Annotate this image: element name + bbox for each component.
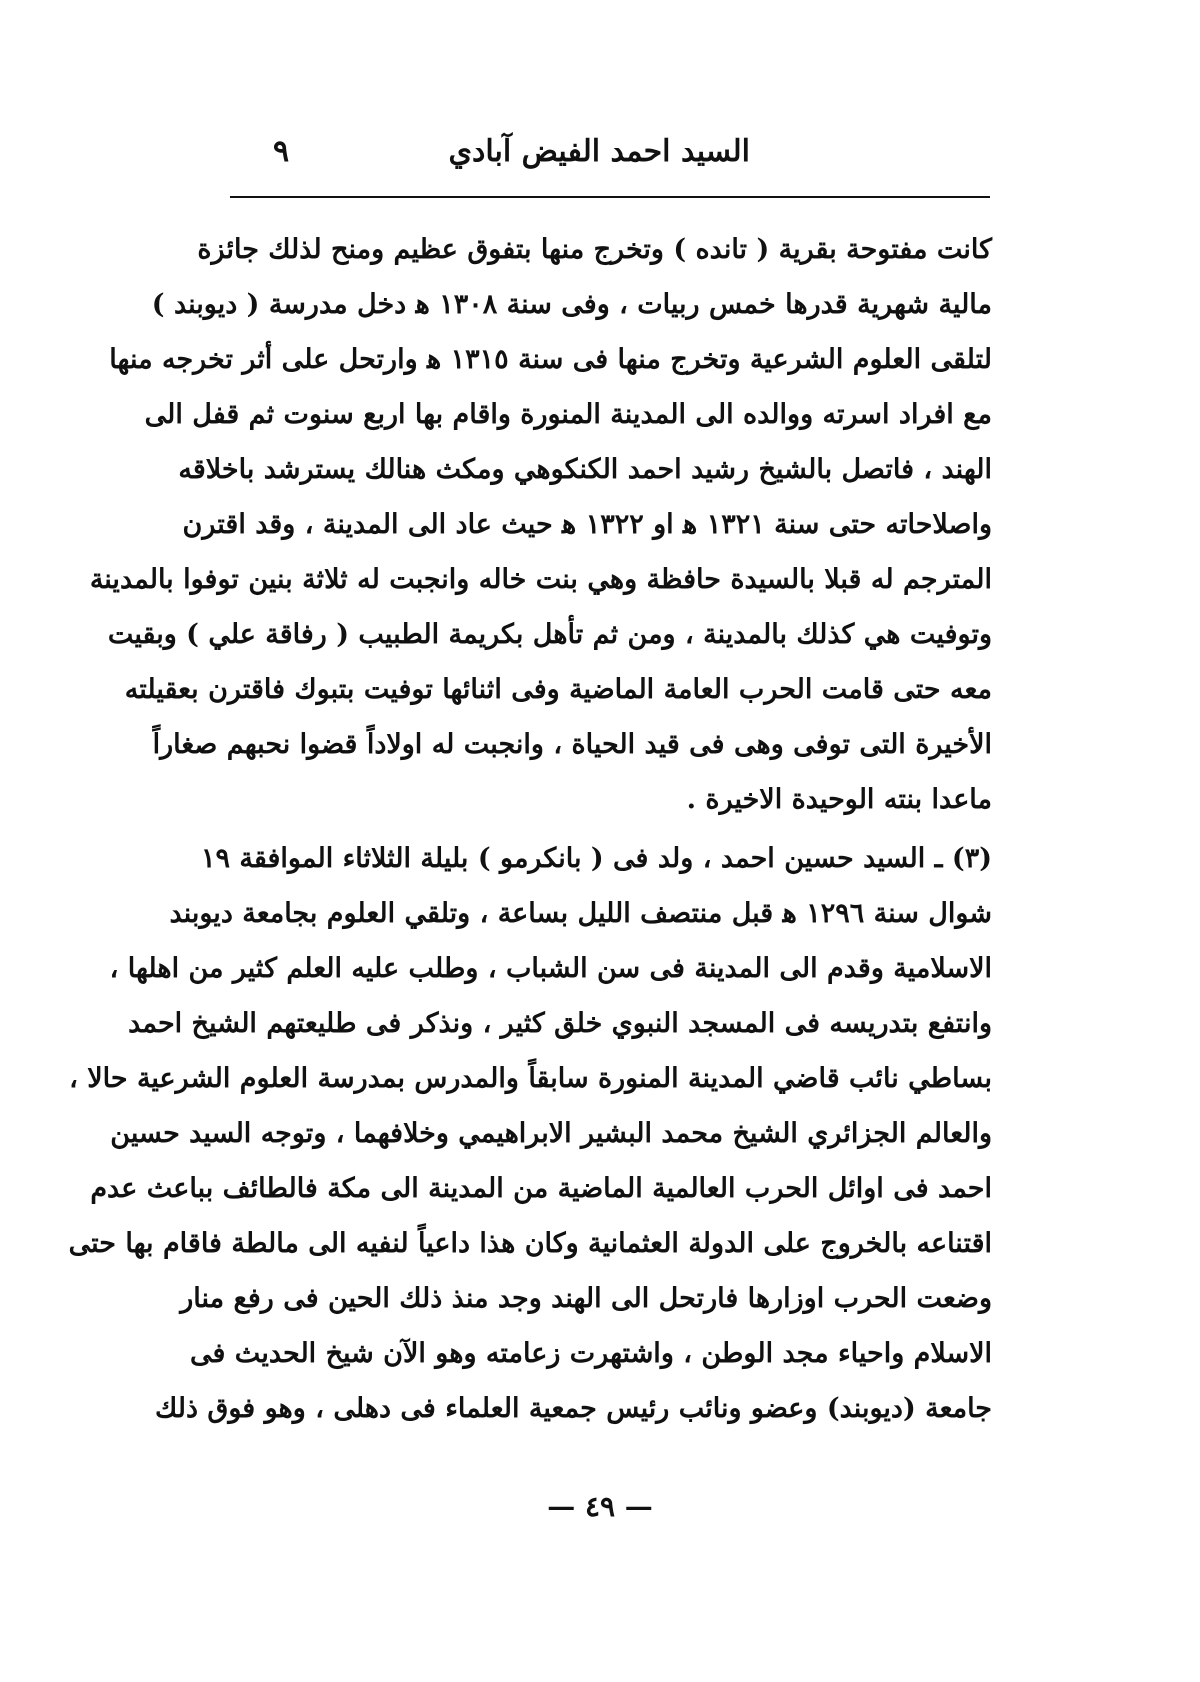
text-line: بساطي نائب قاضي المدينة المنورة سابقاً والمدرس بمدرسة العلوم الشرعية حالا ، <box>69 1063 992 1094</box>
header-page-number: ٩ <box>273 134 290 169</box>
body-text <box>68 222 992 1436</box>
page-header <box>225 128 995 188</box>
text-line: شوال سنة ١٢٩٦ ﻫ قبل منتصف الليل بساعة ، وتلقي العلوم بجامعة ديوبند <box>169 898 992 929</box>
text-line: جامعة (ديوبند) وعضو ونائب رئيس جمعية العلماء فى دهلى ، وهو فوق ذلك <box>154 1393 992 1424</box>
text-line: كانت مفتوحة بقرية ( تانده ) وتخرج منها بتفوق عظيم ومنح لذلك جائزة <box>197 234 992 265</box>
text-line: الأخيرة التى توفى وهى فى قيد الحياة ، وانجبت له اولاداً قضوا نحبهم صغاراً <box>152 729 992 760</box>
text-line: لتلقى العلوم الشرعية وتخرج منها فى سنة ١٣١٥ ﻫ وارتحل على أثر تخرجه منها <box>109 344 992 375</box>
text-line: (٣) ـ السيد حسين احمد ، ولد فى ( بانكرمو ) بليلة الثلاثاء الموافقة ١٩ <box>200 843 992 874</box>
text-line: الاسلام واحياء مجد الوطن ، واشتهرت زعامته وهو الآن شيخ الحديث فى <box>190 1338 992 1369</box>
running-title: السيد احمد الفيض آبادي <box>448 134 750 169</box>
text-line: مع افراد اسرته ووالده الى المدينة المنورة واقام بها اربع سنوت ثم قفل الى <box>144 399 992 430</box>
text-line: الهند ، فاتصل بالشيخ رشيد احمد الكنكوهي ومكث هنالك يسترشد باخلاقه <box>178 454 992 485</box>
footer-page-number: — ٤٩ — <box>547 1490 653 1523</box>
text-line: واصلاحاته حتى سنة ١٣٢١ ﻫ او ١٣٢٢ ﻫ حيث عاد الى المدينة ، وقد اقترن <box>182 509 992 540</box>
text-line: المترجم له قبلا بالسيدة حافظة وهي بنت خاله وانجبت له ثلاثة بنين توفوا بالمدينة <box>89 564 992 595</box>
text-line: وتوفيت هي كذلك بالمدينة ، ومن ثم تأهل بكريمة الطبيب ( رفاقة علي ) وبقيت <box>107 619 992 650</box>
text-line: الاسلامية وقدم الى المدينة فى سن الشباب ، وطلب عليه العلم كثير من اهلها ، <box>109 953 992 984</box>
text-line: وضعت الحرب اوزارها فارتحل الى الهند وجد منذ ذلك الحين فى رفع منار <box>180 1283 992 1314</box>
header-divider <box>230 196 990 198</box>
text-line: احمد فى اوائل الحرب العالمية الماضية من المدينة الى مكة فالطائف بباعث عدم <box>90 1173 992 1204</box>
paragraph-2 <box>68 831 992 1436</box>
text-line: مالية شهرية قدرها خمس ربيات ، وفى سنة ١٣٠٨ ﻫ دخل مدرسة ( ديوبند ) <box>151 289 992 320</box>
text-line: ماعدا بنته الوحيدة الاخيرة . <box>686 784 992 815</box>
text-line: وانتفع بتدريسه فى المسجد النبوي خلق كثير ، ونذكر فى طليعتهم الشيخ احمد <box>128 1008 992 1039</box>
paragraph-1 <box>89 222 992 827</box>
text-line: معه حتى قامت الحرب العامة الماضية وفى اثنائها توفيت بتبوك فاقترن بعقيلته <box>124 674 992 705</box>
text-line: اقتناعه بالخروج على الدولة العثمانية وكان هذا داعياً لنفيه الى مالطة فاقام بها حتى <box>68 1228 992 1259</box>
text-line: والعالم الجزائري الشيخ محمد البشير الابراهيمي وخلافهما ، وتوجه السيد حسين <box>110 1118 992 1149</box>
